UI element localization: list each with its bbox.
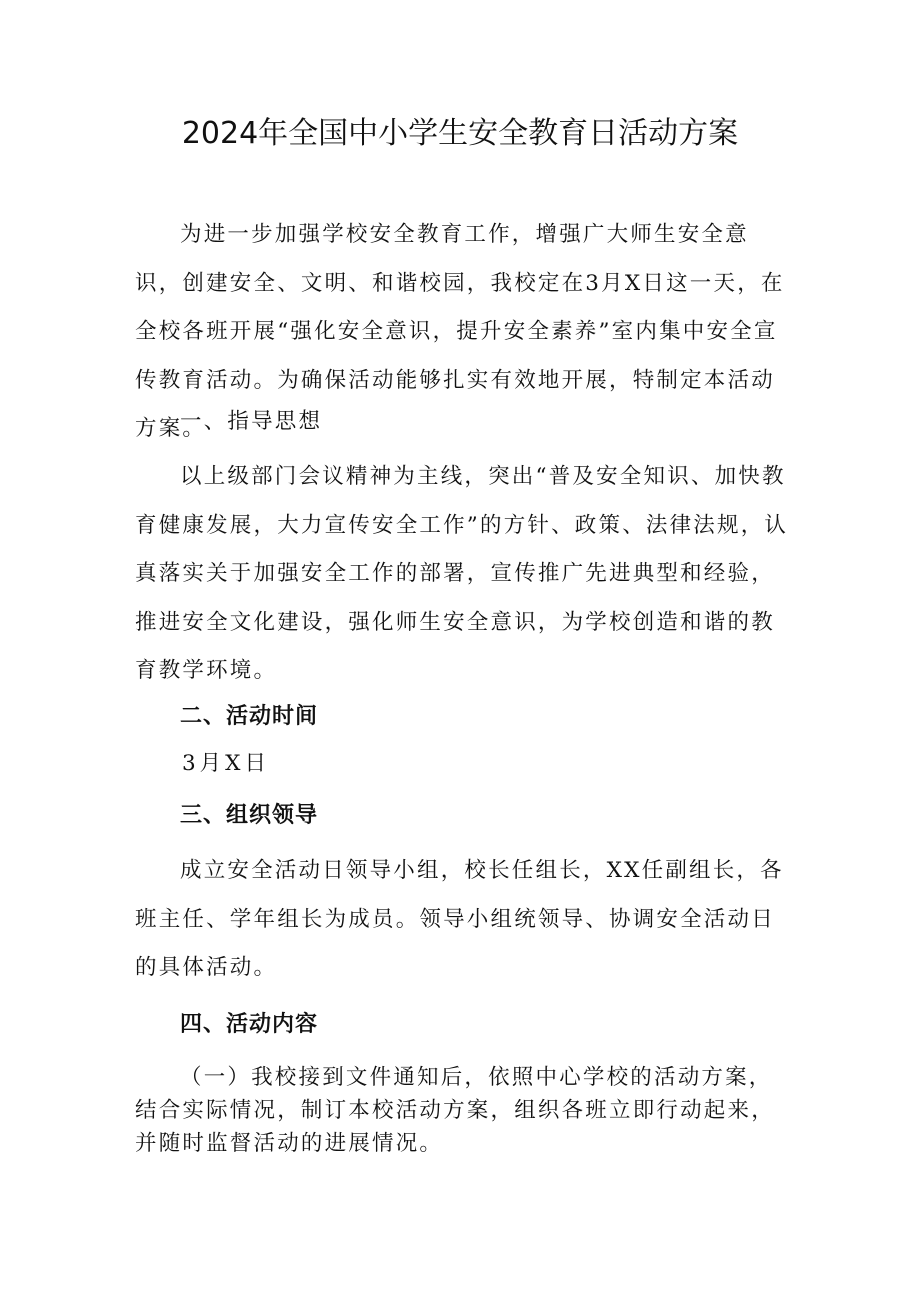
section-heading-activity-time: 二、活动时间 xyxy=(180,704,319,729)
document-title: 2024年全国中小学生安全教育日活动方案 xyxy=(181,116,739,151)
section-heading-organization: 三、组织领导 xyxy=(180,803,319,828)
section-body-organization: 成立安全活动日领导小组，校长任组长，XX任副组长，各班主任、学年组长为成员。领导小组统领导、协调安全活动日的具体活动。 xyxy=(135,858,784,980)
section-body-activity-time: 3月X日 xyxy=(182,751,270,776)
section-body-activity-content: （一）我校接到文件通知后，依照中心学校的活动方案，结合实际情况，制订本校活动方案，组织各班立即行动起来，并随时监督活动的进展情况。 xyxy=(135,1065,775,1156)
section-heading-guiding-thought: 一、指导思想 xyxy=(180,409,323,434)
section-body-guiding-thought: 以上级部门会议精神为主线，突出“普及安全知识、加快教育健康发展，大力宣传安全工作”的方针、政策、法律法规，认真落实关于加强安全工作的部署，宣传推广先进典型和经验，推进安全文化建设，强化师生安全意识，为学校创造和谐的教育教学环境。 xyxy=(135,464,789,683)
intro-paragraph: 为进一步加强学校安全教育工作，增强广大师生安全意识，创建安全、文明、和谐校园，我校定在3月X日这一天，在全校各班开展“强化安全意识，提升安全素养”室内集中安全宣传教育活动。为确保活动能够扎实有效地开展，特制定本活动方案。 xyxy=(135,222,785,441)
section-heading-activity-content: 四、活动内容 xyxy=(180,1012,319,1037)
